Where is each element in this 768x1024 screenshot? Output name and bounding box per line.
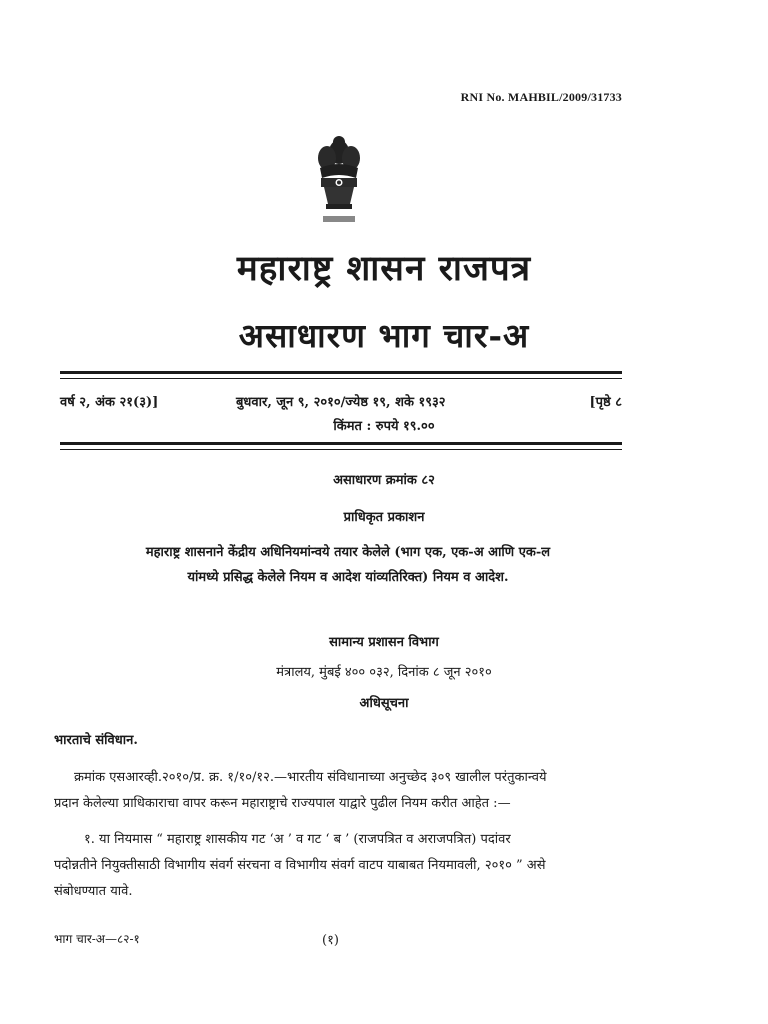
paragraph-line: संबोधण्यात यावे. [54, 884, 133, 899]
divider [60, 371, 622, 374]
lead-line: यांमध्ये प्रसिद्ध केलेले नियम व आदेश यांव्यतिरिक्त) नियम व आदेश. [187, 570, 509, 585]
divider [60, 449, 622, 450]
lead-line: महाराष्ट्र शासनाने केंद्रीय अधिनियमांन्वये तयार केलेले (भाग एक, एक-अ आणि एक-ल [145, 545, 551, 560]
national-emblem-icon [310, 132, 368, 230]
page-number: (१) [322, 933, 339, 948]
notification-heading: अधिसूचना [359, 696, 409, 711]
footer-code: भाग चार-अ—८२-१ [54, 932, 140, 946]
issue-details [60, 392, 622, 412]
issue-date: बुधवार, जून ९, २०१०/ज्येष्ठ १९, शके १९३२ [236, 395, 446, 410]
volume-number: वर्ष २, अंक २१(३)] [60, 395, 159, 410]
paragraph-line: प्रदान केलेल्या प्राधिकाराचा वापर करून महाराष्ट्राचे राज्यपाल याद्वारे पुढील नियम करीत आहेत :— [54, 796, 511, 811]
gazette-subtitle: असाधारण भाग चार-अ [238, 316, 530, 355]
extraordinary-number: असाधारण क्रमांक ८२ [333, 473, 435, 488]
notification-paragraph [54, 765, 632, 817]
price: किंमत : रुपये १९.०० [333, 419, 435, 434]
page-count: [पृष्ठे ८ [589, 395, 622, 410]
gazette-title: महाराष्ट्र शासन राजपत्र [236, 248, 532, 289]
department-address: मंत्रालय, मुंबई ४०० ०३२, दिनांक ८ जून २०१० [276, 665, 492, 680]
divider [60, 442, 622, 445]
divider [60, 378, 622, 379]
publication-heading: प्राधिकृत प्रकाशन [343, 510, 425, 525]
paragraph-line: क्रमांक एसआरव्ही.२०१०/प्र. क्र. १/१०/१२.—भारतीय संविधानाच्या अनुच्छेद ३०९ खालील परंतुकान्वये [74, 770, 547, 785]
department-name: सामान्य प्रशासन विभाग [329, 635, 439, 650]
lead-text [58, 540, 638, 590]
rni-number: RNI No. MAHBIL/2009/31733 [460, 90, 622, 104]
section-heading: भारताचे संविधान. [54, 733, 138, 748]
paragraph-line: पदोन्नतीने नियुक्तीसाठी विभागीय संवर्ग संरचना व विभागीय संवर्ग वाटप याबाबत नियमावली, २०१० ” असे [54, 858, 546, 873]
rule-paragraph [54, 827, 632, 905]
paragraph-line: १. या नियमास “ महाराष्ट्र शासकीय गट ‘अ ’ व गट ‘ ब ’ (राजपत्रित व अराजपत्रित) पदांवर [84, 832, 511, 847]
